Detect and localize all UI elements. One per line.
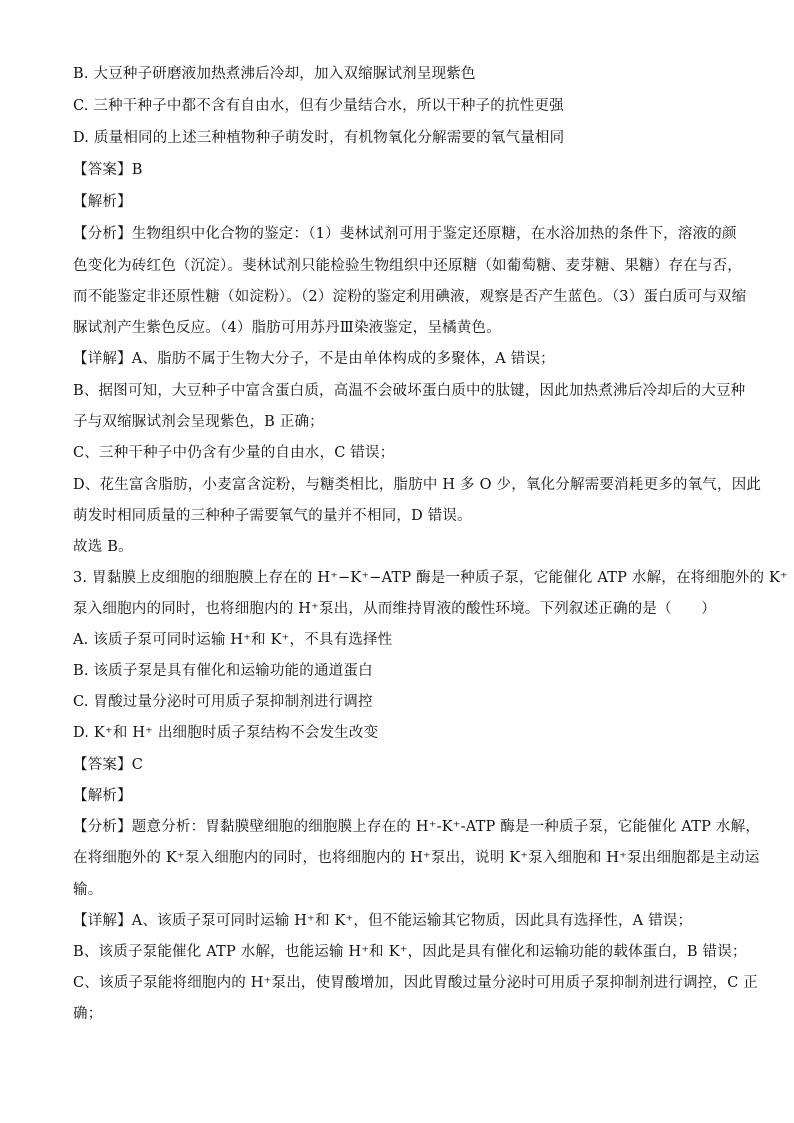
detail-line: 萌发时相同质量的三种种子需要氧气的量并不相同，D 错误。 — [73, 508, 472, 524]
analysis-text-line: 在将细胞外的 K⁺泵入细胞内的同时，也将细胞内的 H⁺泵出，说明 K⁺泵入细胞和 H⁺泵出细胞都是主动运 — [73, 850, 760, 866]
question-3-option-b: B. 该质子泵是具有催化和运输功能的通道蛋白 — [73, 663, 373, 679]
detail-line: 确； — [73, 1006, 103, 1022]
question-3-stem-line: 3. 胃黏膜上皮细胞的细胞膜上存在的 H⁺−K⁺−ATP 酶是一种质子泵，它能催化 ATP 水解，在将细胞外的 K⁺ — [73, 570, 788, 586]
question-3-option-a: A. 该质子泵可同时运输 H⁺和 K⁺，不具有选择性 — [73, 632, 393, 648]
detail-line: 【详解】A、脂肪不属于生物大分子，不是由单体构成的多聚体，A 错误； — [73, 351, 555, 367]
answer-line: 【答案】B — [73, 162, 143, 178]
detail-line: B、该质子泵能催化 ATP 水解，也能运输 H⁺和 K⁺，因此是具有催化和运输功能的载体蛋白，B 错误； — [73, 944, 747, 960]
analysis-text-line: 【分析】生物组织中化合物的鉴定：（1）斐林试剂可用于鉴定还原糖，在水浴加热的条件下，溶液的颜 — [73, 226, 737, 242]
question-3-option-c: C. 胃酸过量分泌时可用质子泵抑制剂进行调控 — [73, 694, 373, 710]
analysis-heading: 【解析】 — [73, 788, 132, 804]
detail-line: D、花生富含脂肪，小麦富含淀粉，与糖类相比，脂肪中 H 多 O 少，氧化分解需要消耗更多的氧气，因此 — [73, 477, 762, 493]
analysis-text-line: 输。 — [73, 882, 103, 898]
conclusion-line: 故选 B。 — [73, 539, 133, 555]
detail-line: 【详解】A、该质子泵可同时运输 H⁺和 K⁺，但不能运输其它物质，因此具有选择性，A 错误； — [73, 913, 693, 929]
option-b-line: B. 大豆种子研磨液加热煮沸后冷却，加入双缩脲试剂呈现紫色 — [73, 66, 476, 82]
detail-line: C、该质子泵能将细胞内的 H⁺泵出，使胃酸增加，因此胃酸过量分泌时可用质子泵抑制剂进行调控，C 正 — [73, 975, 759, 991]
answer-line: 【答案】C — [73, 757, 144, 773]
analysis-text-line: 脲试剂产生紫色反应。（4）脂肪可用苏丹Ⅲ染液鉴定，呈橘黄色。 — [73, 320, 501, 336]
analysis-text-line: 【分析】题意分析：胃黏膜壁细胞的细胞膜上存在的 H⁺-K⁺-ATP 酶是一种质子泵，它能催化 ATP 水解， — [73, 819, 761, 835]
question-3-option-d: D. K⁺和 H⁺ 出细胞时质子泵结构不会发生改变 — [73, 725, 379, 741]
analysis-text-line: 色变化为砖红色（沉淀）。斐林试剂只能检验生物组织中还原糖（如葡萄糖、麦芽糖、果糖）存在与否， — [73, 258, 742, 274]
detail-line: B、据图可知，大豆种子中富含蛋白质，高温不会破坏蛋白质中的肽键，因此加热煮沸后冷却后的大豆种 — [73, 383, 746, 399]
question-3-stem-line: 泵入细胞内的同时，也将细胞内的 H⁺泵出，从而维持胃液的酸性环境。下列叙述正确的是（ ） — [73, 601, 716, 617]
analysis-text-line: 而不能鉴定非还原性糖（如淀粉）。（2）淀粉的鉴定利用碘液，观察是否产生蓝色。（3）蛋白质可与双缩 — [73, 289, 747, 305]
option-c-line: C. 三种干种子中都不含有自由水，但有少量结合水，所以干种子的抗性更强 — [73, 98, 564, 114]
analysis-heading: 【解析】 — [73, 194, 132, 210]
option-d-line: D. 质量相同的上述三种植物种子萌发时，有机物氧化分解需要的氧气量相同 — [73, 130, 565, 146]
detail-line: 子与双缩脲试剂会呈现紫色，B 正确； — [73, 414, 324, 430]
detail-line: C、三种干种子中仍含有少量的自由水，C 错误； — [73, 445, 395, 461]
